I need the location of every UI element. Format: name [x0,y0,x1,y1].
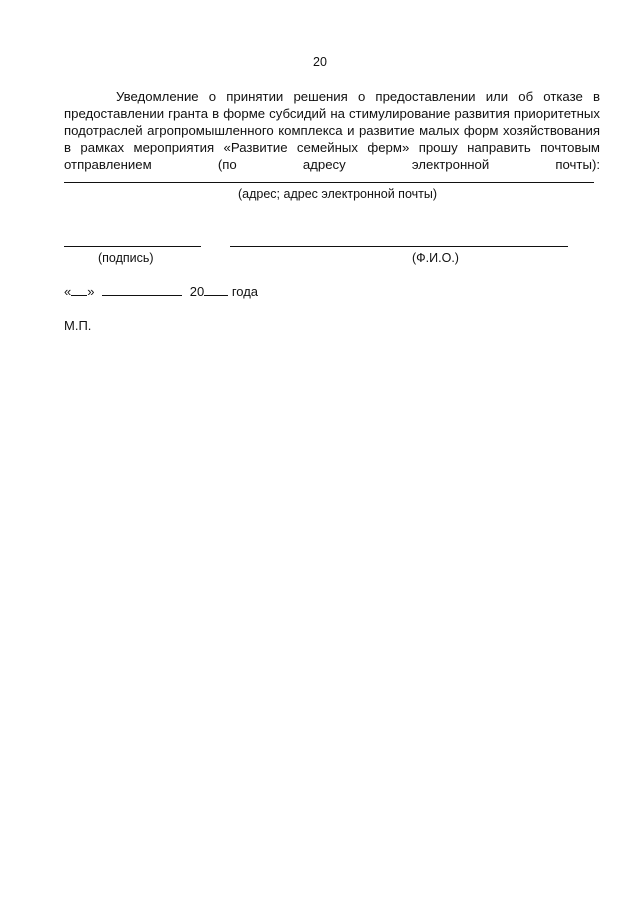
name-caption: (Ф.И.О.) [412,251,459,265]
signature-underline [64,246,201,247]
month-blank [102,283,182,296]
request-paragraph: Уведомление о принятии решения о предоставлении или об отказе в предоставлении гранта в форме субсидий на стимулирование развития приоритетных подотраслей агропромышленного комплекса и развитие малых форм хозяйствования в рамках мероприятия «Развитие семейных ферм» прошу направить почтовым отправлением (по адресу электронной почты): [64,89,600,172]
year-suffix: года [231,284,259,299]
signature-caption: (подпись) [98,251,154,265]
address-underline [64,182,594,183]
date-open-quote: « [64,284,72,299]
date-close-quote: » [87,284,95,299]
date-line [64,283,258,299]
day-blank [71,283,87,296]
stamp-label: М.П. [64,318,92,333]
year-prefix: 20 [189,284,205,299]
year-blank [204,283,228,296]
name-underline [230,246,568,247]
page-number: 20 [313,55,327,69]
address-caption: (адрес; адрес электронной почты) [238,187,438,201]
